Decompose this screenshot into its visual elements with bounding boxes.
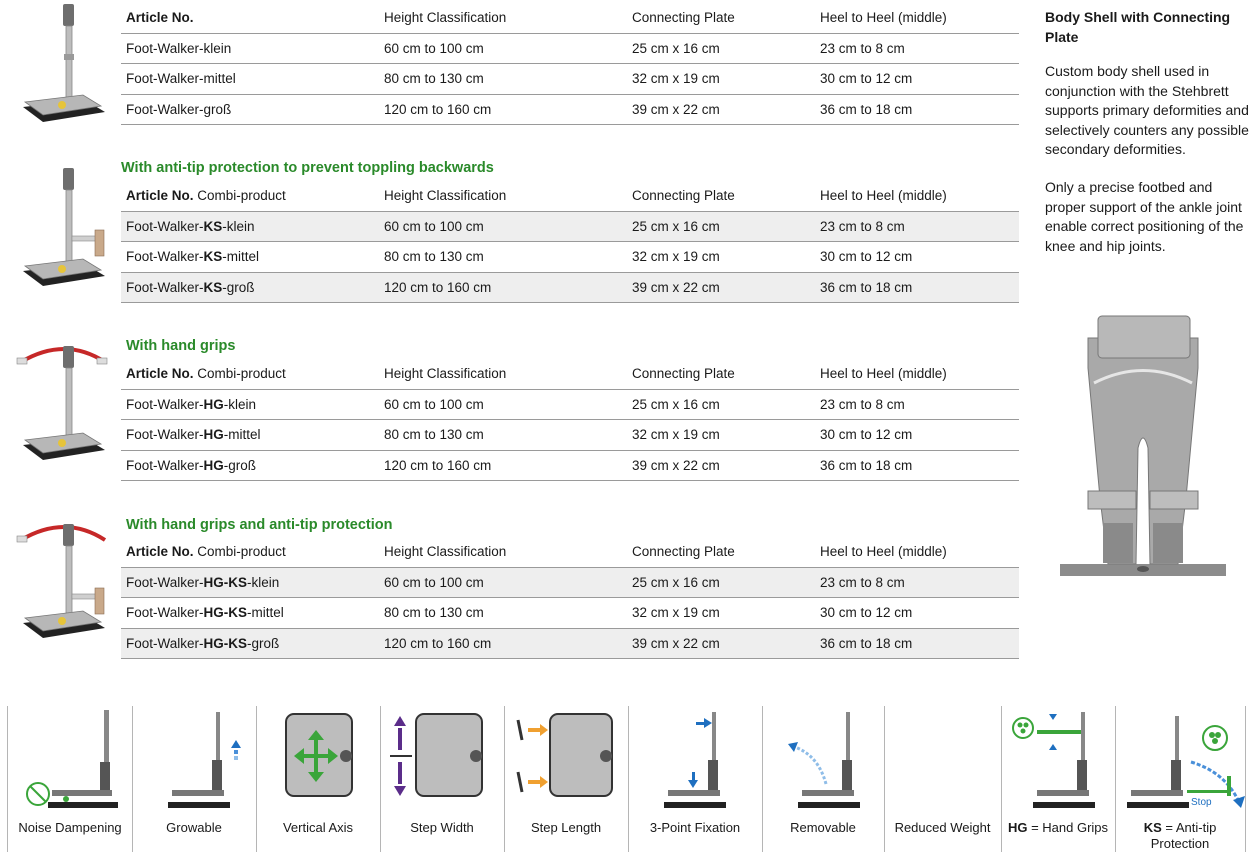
feature-label: Removable	[790, 820, 856, 835]
table-row: Foot-Walker-groß 120 cm to 160 cm 39 cm x 22 cm 36 cm to 18 cm	[121, 94, 1019, 125]
header-height: Height Classification	[379, 181, 627, 211]
feature-label: 3-Point Fixation	[649, 820, 741, 835]
header-article: Article No.	[126, 366, 194, 382]
table-row: Foot-Walker-KS-klein 60 cm to 100 cm 25 cm x 16 cm 23 cm to 8 cm	[121, 211, 1019, 242]
feature-label: Noise Dampening	[18, 820, 122, 835]
body-shell-description: Custom body shell used in conjunction with the Stehbrett supports primary deformities and selectively counters any possible secondary deformities.	[1045, 63, 1249, 157]
header-plate: Connecting Plate	[627, 181, 815, 211]
header-heel: Heel to Heel (middle)	[815, 3, 1019, 33]
feature-reduced-weight	[884, 706, 1002, 852]
header-height: Height Classification	[379, 537, 627, 567]
stop-label: Stop	[1191, 797, 1212, 808]
table-row: Foot-Walker-klein 60 cm to 100 cm 25 cm x 16 cm 23 cm to 8 cm	[121, 33, 1019, 64]
header-article: Article No.	[126, 10, 194, 26]
hand-grips-icon	[1001, 710, 1115, 818]
removable-icon	[762, 710, 884, 818]
table-row: Foot-Walker-KS-mittel 80 cm to 130 cm 32 cm x 19 cm 30 cm to 12 cm	[121, 242, 1019, 273]
foot-walker-image	[15, 2, 110, 132]
header-heel: Heel to Heel (middle)	[815, 537, 1019, 567]
header-article: Article No.	[126, 544, 194, 560]
feature-step-length	[504, 706, 629, 852]
header-plate: Connecting Plate	[627, 3, 815, 33]
header-height: Height Classification	[379, 3, 627, 33]
feature-anti-tip	[1115, 706, 1246, 852]
header-height: Height Classification	[379, 359, 627, 389]
foot-walker-hg-ks-image	[15, 518, 110, 648]
anti-tip-icon	[1115, 710, 1245, 818]
foot-walker-ks-image	[15, 166, 110, 296]
header-plate: Connecting Plate	[627, 359, 815, 389]
table-header-row: Article No. Combi-product Height Classification Connecting Plate Heel to Heel (middle)	[121, 537, 1019, 567]
article-table-hg-ks	[121, 537, 1019, 659]
table-header-row: Article No. Combi-product Height Classification Connecting Plate Heel to Heel (middle)	[121, 181, 1019, 211]
feature-label: KS = Anti-tip Protection	[1143, 820, 1217, 851]
step-length-icon	[504, 710, 628, 818]
article-table-hg	[121, 359, 1019, 481]
table-row: Foot-Walker-HG-KS-groß 120 cm to 160 cm 39 cm x 22 cm 36 cm to 18 cm	[121, 628, 1019, 659]
vertical-axis-icon	[256, 710, 380, 818]
feature-removable	[762, 706, 885, 852]
feature-hand-grips	[1001, 706, 1116, 852]
foot-walker-hg-image	[15, 340, 110, 470]
three-point-fixation-icon	[628, 710, 762, 818]
table-header-row	[121, 3, 1019, 33]
feature-step-width	[380, 706, 505, 852]
feature-label: Growable	[166, 820, 222, 835]
body-shell-title: Body Shell with Connecting Plate	[1045, 9, 1231, 45]
table-row: Foot-Walker-KS-groß 120 cm to 160 cm 39 cm x 22 cm 36 cm to 18 cm	[121, 272, 1019, 303]
body-shell-image	[1058, 298, 1228, 583]
article-table-standard	[121, 3, 1019, 125]
article-table-ks	[121, 181, 1019, 303]
table-row: Foot-Walker-HG-groß 120 cm to 160 cm 39 cm x 22 cm 36 cm to 18 cm	[121, 450, 1019, 481]
step-width-icon	[380, 710, 504, 818]
feature-icon-strip	[7, 706, 1245, 852]
noise-dampening-icon	[8, 710, 132, 818]
feature-label: Reduced Weight	[894, 820, 991, 835]
table-row: Foot-Walker-HG-klein 60 cm to 100 cm 25 cm x 16 cm 23 cm to 8 cm	[121, 389, 1019, 420]
table-row: Foot-Walker-mittel 80 cm to 130 cm 32 cm x 19 cm 30 cm to 12 cm	[121, 64, 1019, 95]
table-header-row: Article No. Combi-product Height Classification Connecting Plate Heel to Heel (middle)	[121, 359, 1019, 389]
header-article: Article No.	[126, 188, 194, 204]
header-heel: Heel to Heel (middle)	[815, 181, 1019, 211]
feature-vertical-axis	[256, 706, 381, 852]
feature-growable	[132, 706, 257, 852]
table-row: Foot-Walker-HG-KS-klein 60 cm to 100 cm 25 cm x 16 cm 23 cm to 8 cm	[121, 567, 1019, 598]
header-heel: Heel to Heel (middle)	[815, 359, 1019, 389]
feature-label: HG = Hand Grips	[1007, 820, 1109, 835]
growable-icon	[132, 710, 256, 818]
feature-label: Step Length	[530, 820, 602, 835]
section-title-hg-ks: With hand grips and anti-tip protection	[126, 517, 393, 533]
feature-label: Vertical Axis	[282, 820, 354, 835]
table-row: Foot-Walker-HG-KS-mittel 80 cm to 130 cm 32 cm x 19 cm 30 cm to 12 cm	[121, 598, 1019, 629]
section-title-ks: With anti-tip protection to prevent toppling backwards	[121, 160, 494, 176]
section-title-hg: With hand grips	[126, 338, 236, 354]
body-shell-footbed-note: Only a precise footbed and proper support of the ankle joint enable correct positioning of the knee and hip joints.	[1045, 179, 1244, 254]
feature-label: Step Width	[410, 820, 474, 835]
feature-noise-dampening	[8, 706, 133, 852]
table-row: Foot-Walker-HG-mittel 80 cm to 130 cm 32 cm x 19 cm 30 cm to 12 cm	[121, 420, 1019, 451]
header-plate: Connecting Plate	[627, 537, 815, 567]
feature-3-point-fixation	[628, 706, 763, 852]
